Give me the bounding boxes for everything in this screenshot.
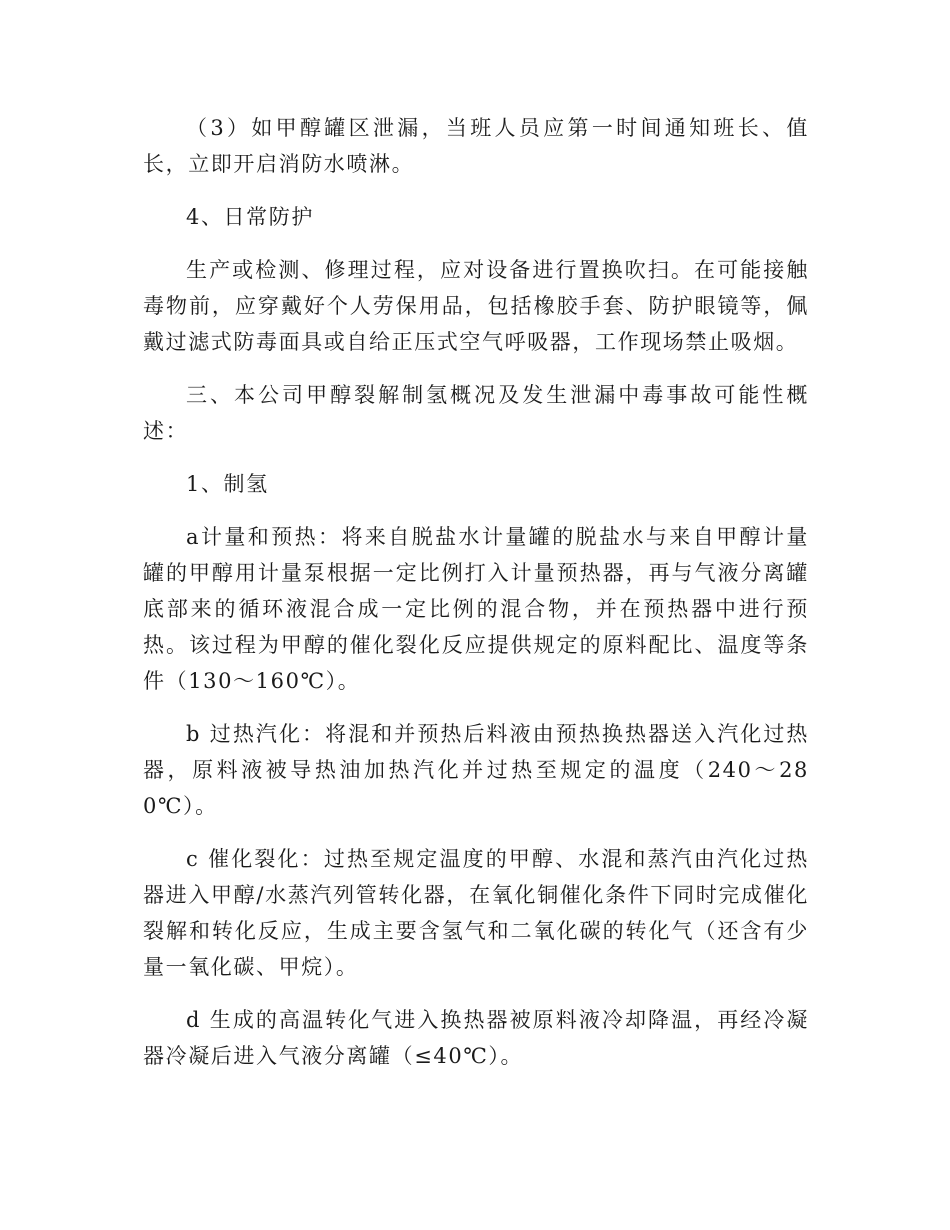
paragraph-protection-measures: 生产或检测、修理过程，应对设备进行置换吹扫。在可能接触毒物前，应穿戴好个人劳保用品，包括橡胶手套、防护眼镜等，佩戴过滤式防毒面具或自给正压式空气呼吸器，工作现场禁止吸烟。 xyxy=(143,258,809,354)
heading-hydrogen-production: 1、制氢 xyxy=(186,472,269,496)
paragraph-step-b-superheat-vaporization: b 过热汽化：将混和并预热后料液由预热换热器送入汽化过热器，原料液被导热油加热汽化并过热至规定的温度（240～280℃）。 xyxy=(143,722,809,818)
heading-daily-protection: 4、日常防护 xyxy=(186,205,314,229)
paragraph-step-a-metering-preheating: a计量和预热：将来自脱盐水计量罐的脱盐水与来自甲醇计量罐的甲醇用计量泵根据一定比例打入计量预热器，再与气液分离罐底部来的循环液混合成一定比例的混合物，并在预热器中进行预热。该过程为甲醇的催化裂化反应提供规定的原料配比、温度等条件（130～160℃）。 xyxy=(143,525,809,693)
heading-section-three: 三、本公司甲醇裂解制氢概况及发生泄漏中毒事故可能性概述： xyxy=(143,383,809,443)
paragraph-step-c-catalytic-cracking: c 催化裂化：过热至规定温度的甲醇、水混和蒸汽由汽化过热器进入甲醇/水蒸汽列管转化器，在氧化铜催化条件下同时完成催化裂解和转化反应，生成主要含氢气和二氧化碳的转化气（还含有少量一氧化碳、甲烷）。 xyxy=(143,847,809,979)
paragraph-methanol-tank-leak: （3）如甲醇罐区泄漏，当班人员应第一时间通知班长、值长，立即开启消防水喷淋。 xyxy=(143,116,809,176)
document-body xyxy=(143,110,809,1091)
paragraph-step-d-cooling-separation: d 生成的高温转化气进入换热器被原料液冷却降温，再经冷凝器冷凝后进入气液分离罐（≤40℃）。 xyxy=(143,1008,809,1068)
